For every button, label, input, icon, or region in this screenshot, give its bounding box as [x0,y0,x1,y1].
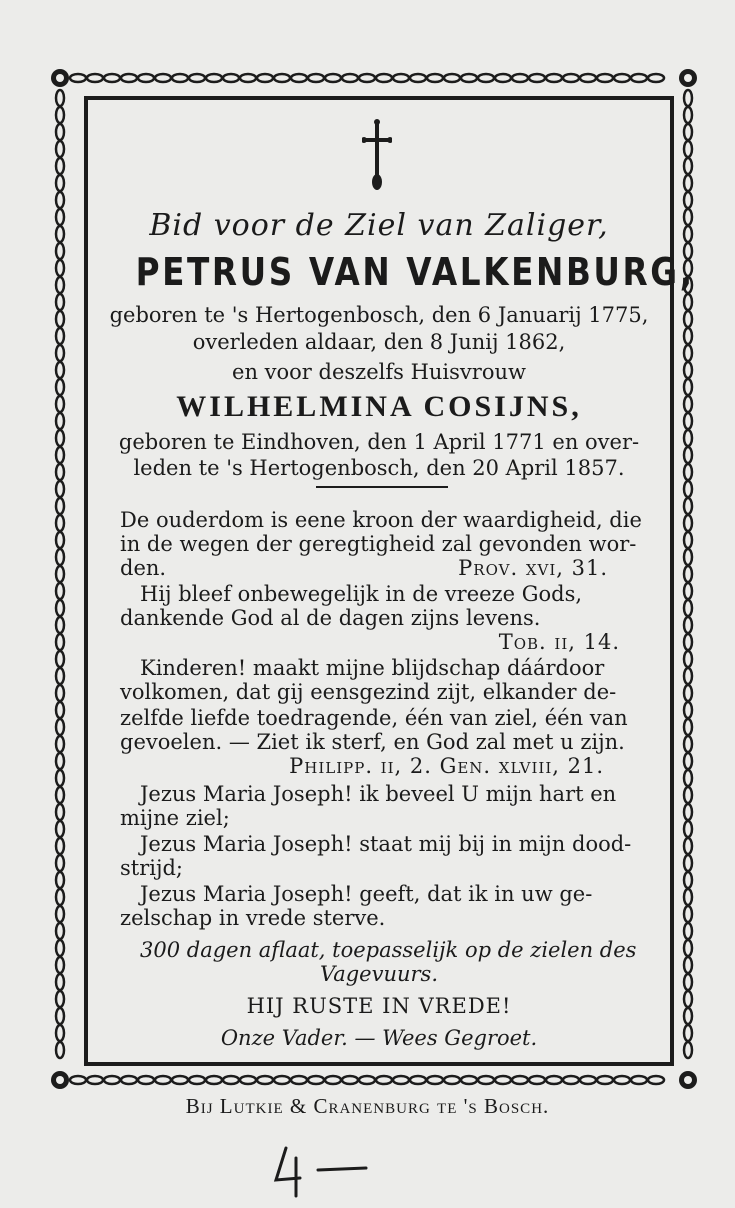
scripture-reference: Tob. ii, 14. [498,630,620,654]
death-line-2: leden te 's Hertogenbosch, den 20 April 1857. [133,456,625,480]
text-line: Hij bleef onbewegelijk in de vreeze Gods, [140,582,583,606]
text-line: zelfde liefde toedragende, één van ziel, één van [120,706,628,730]
death-line-1: overleden aldaar, den 8 Junij 1862, [192,330,566,354]
text-line: gevoelen. — Ziet ik sterf, en God zal met u zijn. [120,730,625,754]
text-line: Kinderen! maakt mijne blijdschap dáárdoor [140,656,605,680]
text-line: Jezus Maria Joseph! geeft, dat ik in uw ge- [140,882,593,906]
text-line: in de wegen der geregtigheid zal gevonden wor- [120,532,637,556]
text-line: De ouderdom is eene kroon der waardigheid, die [120,508,642,532]
text-line: Jezus Maria Joseph! ik beveel U mijn hart en [140,782,617,806]
text-line: zelschap in vrede sterve. [120,906,386,930]
prayers-line: Onze Vader. — Wees Gegroet. [220,1026,538,1050]
handwritten-mark [266,1140,376,1200]
birth-line-1: geboren te 's Hertogenbosch, den 6 Januarij 1775, [109,303,649,327]
connector-line: en voor deszelfs Huisvrouw [232,360,526,384]
scripture-reference: Prov. xvi, 31. [458,556,608,580]
cross-icon [362,118,392,190]
text-line: Jezus Maria Joseph! staat mij bij in mijn dood- [140,832,632,856]
text-line: den. [120,556,167,580]
birth-line-2: geboren te Eindhoven, den 1 April 1771 en over- [118,430,640,454]
text-line: mijne ziel; [120,806,230,830]
card-title: Bid voor de Ziel van Zaliger, [149,208,609,243]
deceased-name-1: PETRUS VAN VALKENBURG, [135,250,695,294]
printer-line: Bij Lutkie & Cranenburg te 's Bosch. [185,1094,550,1118]
text-line: volkomen, dat gij eensgezind zijt, elkander de- [120,680,617,704]
indulgence-line: 300 dagen aflaat, toepasselijk op de zielen des [140,938,637,962]
text-line: strijd; [120,856,183,880]
scripture-reference: Philipp. ii, 2. Gen. xlviii, 21. [289,754,604,778]
rest-in-peace: HIJ RUSTE IN VREDE! [246,994,512,1018]
indulgence-line-end: Vagevuurs. [319,962,439,986]
text-line: dankende God al de dagen zijns levens. [120,606,541,630]
deceased-name-2: WILHELMINA COSIJNS, [176,390,582,423]
divider [316,486,448,488]
